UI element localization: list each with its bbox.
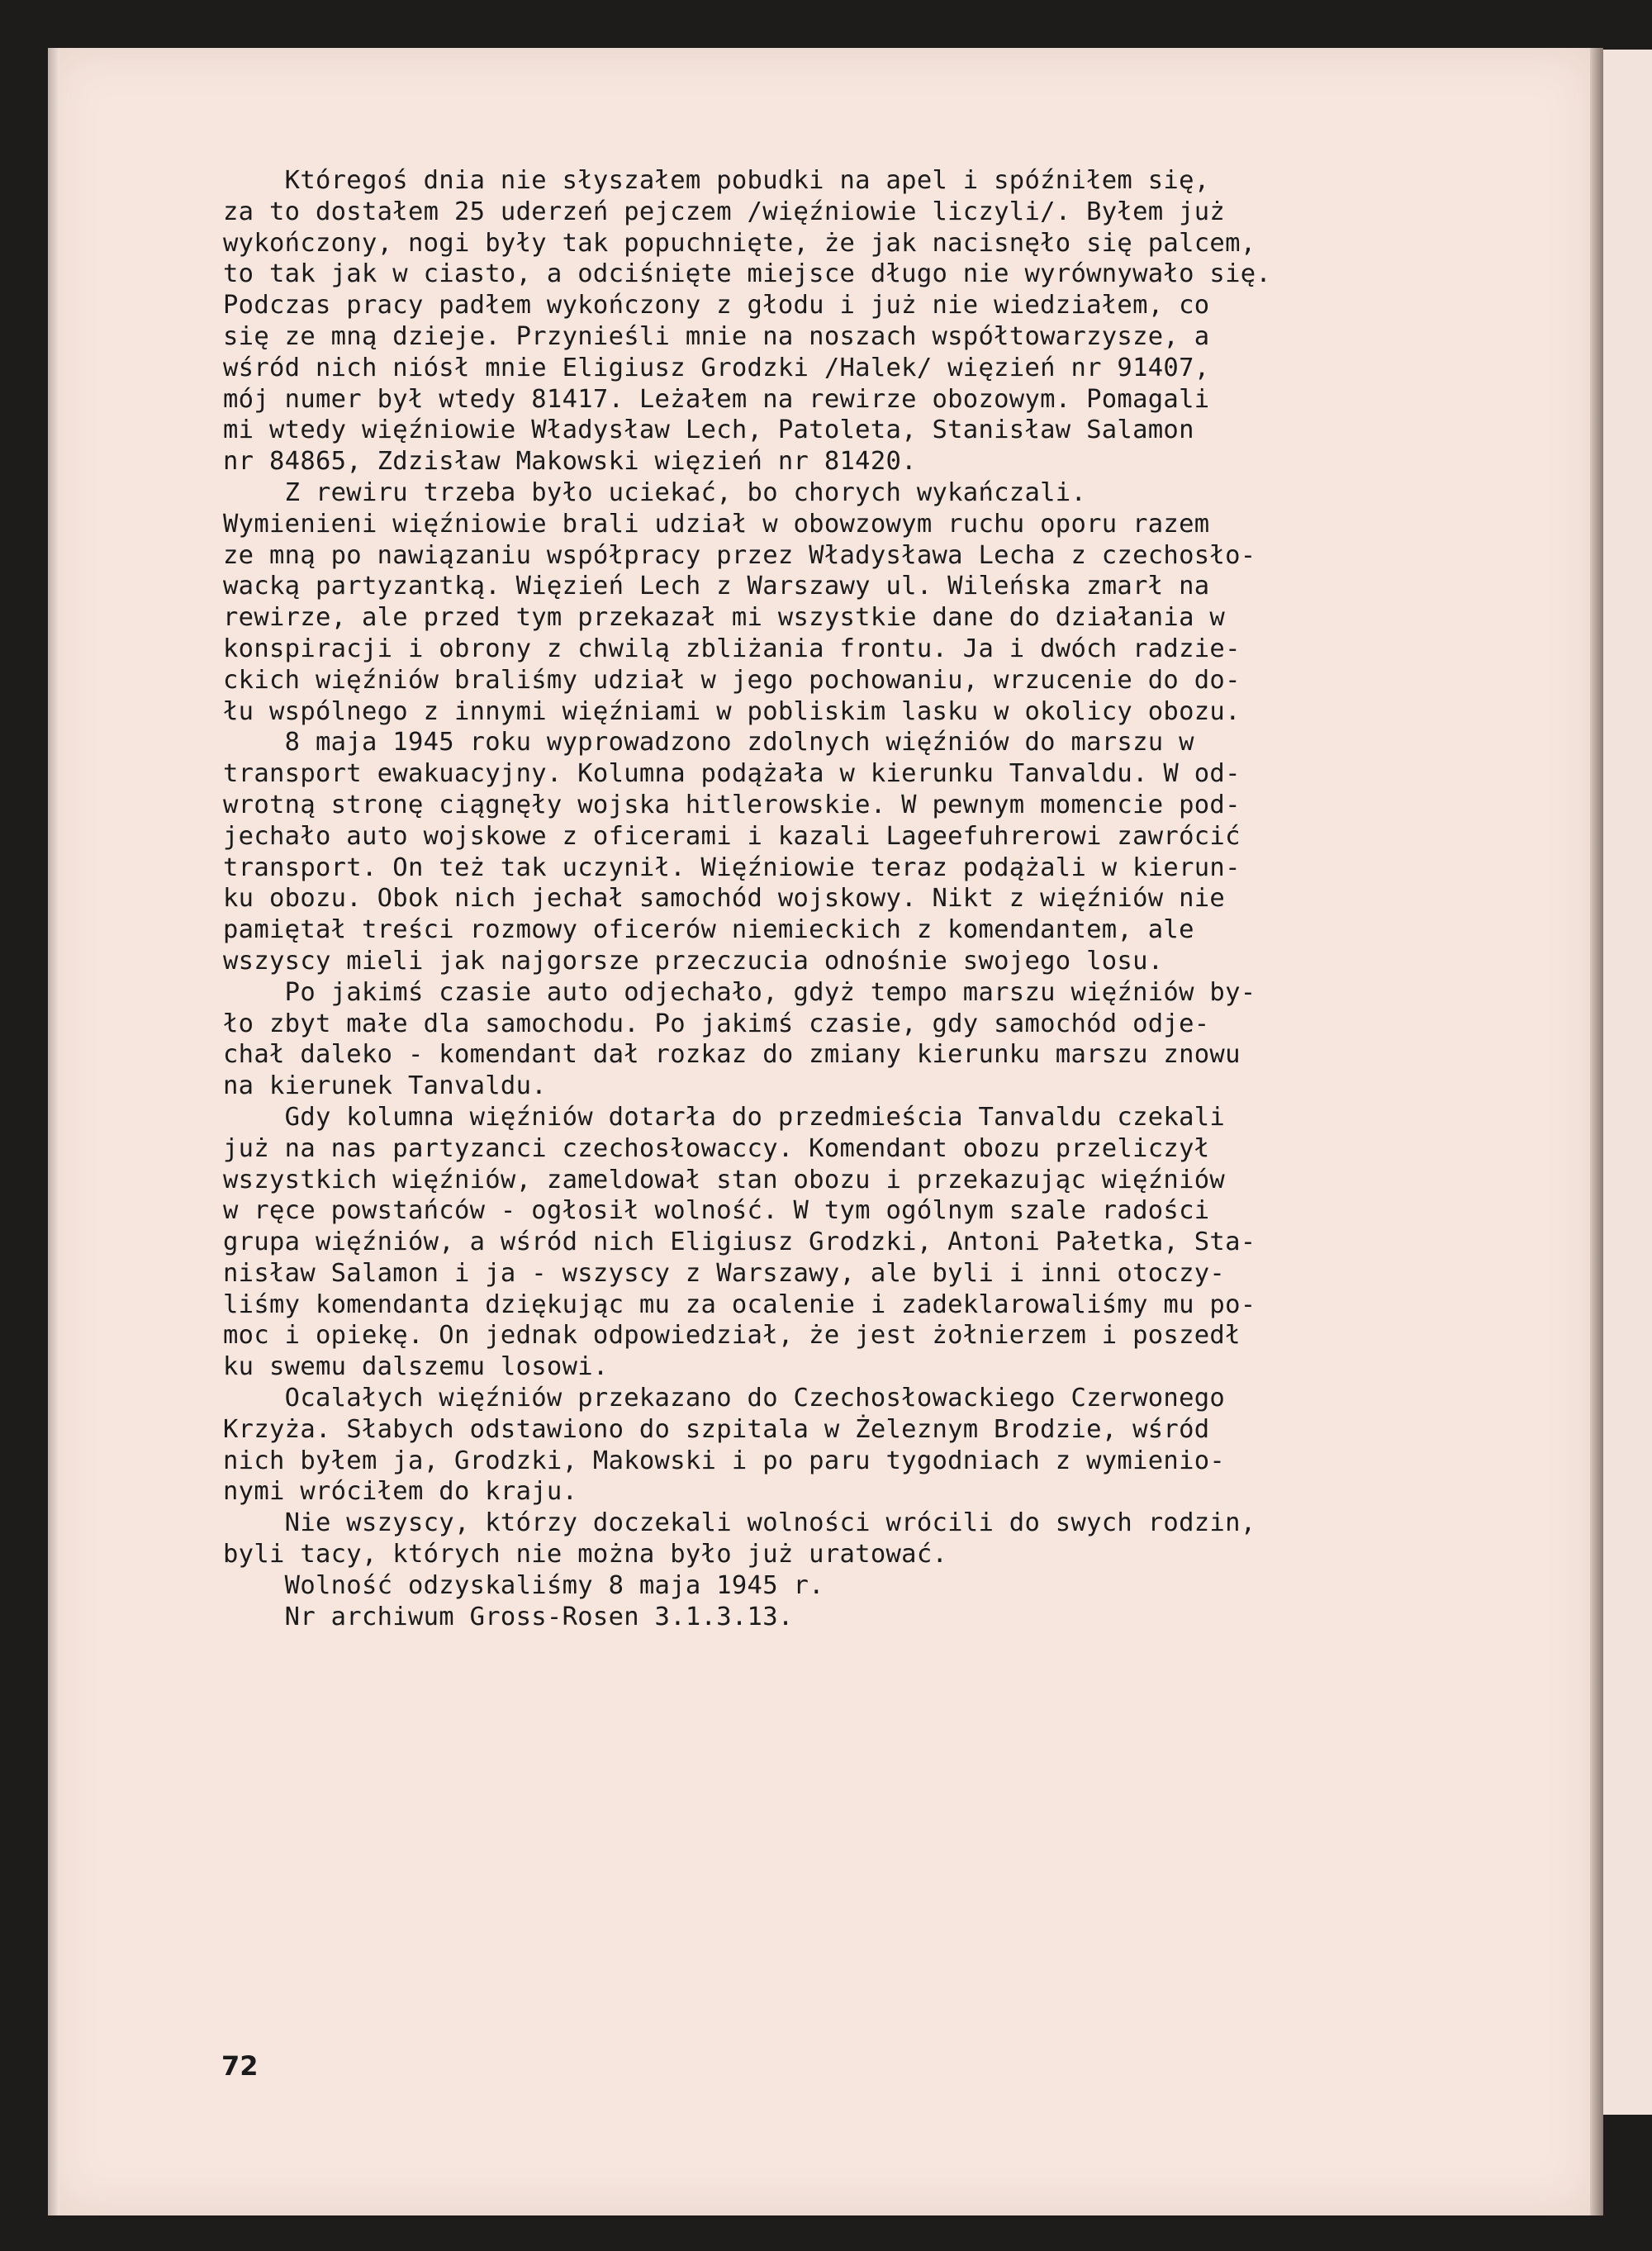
- text-line: Nr archiwum Gross-Rosen 3.1.3.13.: [223, 1602, 794, 1631]
- text-line: nisław Salamon i ja - wszyscy z Warszawy, ale byli i inni otoczy-: [223, 1258, 1226, 1288]
- text-line: moc i opiekę. On jednak odpowiedział, że jest żołnierzem i poszedł: [223, 1321, 1241, 1351]
- text-line: wacką partyzantką. Więzień Lech z Warszawy ul. Wileńska zmarł na: [223, 572, 1210, 601]
- text-line: konspiracji i obrony z chwilą zbliżania frontu. Ja i dwóch radzie-: [223, 634, 1241, 663]
- text-line: liśmy komendanta dziękując mu za ocalenie i zadeklarowaliśmy mu po-: [223, 1289, 1256, 1319]
- text-line: wrotną stronę ciągnęły wojska hitlerowskie. W pewnym momencie pod-: [223, 790, 1241, 819]
- text-line: mi wtedy więźniowie Władysław Lech, Patoleta, Stanisław Salamon: [223, 416, 1194, 445]
- text-line: się ze mną dzieje. Przynieśli mnie na noszach współtowarzysze, a: [223, 321, 1210, 351]
- text-line: w ręce powstańców - ogłosił wolność. W tym ogólnym szale radości: [223, 1196, 1210, 1226]
- text-line: wykończony, nogi były tak popuchnięte, że jak nacisnęło się palcem,: [223, 228, 1256, 258]
- text-line: Podczas pracy padłem wykończony z głodu i już nie wiedziałem, co: [223, 291, 1210, 321]
- text-line: 8 maja 1945 roku wyprowadzono zdolnych więźniów do marszu w: [223, 728, 1194, 757]
- body-text: [223, 165, 1561, 1632]
- text-line: już na nas partyzanci czechosłowaccy. Komendant obozu przeliczył: [223, 1133, 1210, 1163]
- text-line: na kierunek Tanvaldu.: [223, 1071, 547, 1101]
- next-page-edge: [1602, 50, 1652, 2115]
- text-line: chał daleko - komendant dał rozkaz do zmiany kierunku marszu znowu: [223, 1040, 1241, 1070]
- text-line: nr 84865, Zdzisław Makowski więzień nr 81420.: [223, 447, 917, 477]
- text-line: Krzyża. Słabych odstawiono do szpitala w Żeleznym Brodzie, wśród: [223, 1414, 1210, 1444]
- text-line: ku swemu dalszemu losowi.: [223, 1352, 609, 1382]
- text-line: ckich więźniów braliśmy udział w jego pochowaniu, wrzucenie do do-: [223, 665, 1241, 695]
- text-line: Wymienieni więźniowie brali udział w obowzowym ruchu oporu razem: [223, 509, 1210, 539]
- text-line: nymi wróciłem do kraju.: [223, 1477, 578, 1507]
- text-line: Któregoś dnia nie słyszałem pobudki na apel i spóźniłem się,: [223, 166, 1210, 195]
- text-line: Ocalałych więźniów przekazano do Czechosłowackiego Czerwonego: [223, 1384, 1226, 1413]
- text-line: Po jakimś czasie auto odjechało, gdyż tempo marszu więźniów by-: [223, 977, 1256, 1007]
- text-line: jechało auto wojskowe z oficerami i kazali Lageefuhrerowi zawrócić: [223, 821, 1241, 851]
- text-line: grupa więźniów, a wśród nich Eligiusz Grodzki, Antoni Pałetka, Sta-: [223, 1228, 1256, 1257]
- text-line: Gdy kolumna więźniów dotarła do przedmieścia Tanvaldu czekali: [223, 1102, 1226, 1132]
- text-line: pamiętał treści rozmowy oficerów niemieckich z komendantem, ale: [223, 915, 1194, 945]
- text-line: Z rewiru trzeba było uciekać, bo chorych wykańczali.: [223, 477, 1087, 507]
- text-line: to tak jak w ciasto, a odciśnięte miejsce długo nie wyrównywało się.: [223, 259, 1272, 289]
- text-line: ze mną po nawiązaniu współpracy przez Władysława Lecha z czechosło-: [223, 540, 1256, 570]
- text-line: Nie wszyscy, którzy doczekali wolności wrócili do swych rodzin,: [223, 1508, 1256, 1538]
- text-line: Wolność odzyskaliśmy 8 maja 1945 r.: [223, 1570, 824, 1600]
- page-edge-shadow: [1590, 48, 1603, 2215]
- text-line: byli tacy, których nie można było już uratować.: [223, 1540, 948, 1570]
- text-line: mój numer był wtedy 81417. Leżałem na rewirze obozowym. Pomagali: [223, 384, 1210, 414]
- text-line: rewirze, ale przed tym przekazał mi wszystkie dane do działania w: [223, 603, 1226, 633]
- text-line: transport. On też tak uczynił. Więźniowie teraz podążali w kierun-: [223, 852, 1241, 882]
- text-line: ło zbyt małe dla samochodu. Po jakimś czasie, gdy samochód odje-: [223, 1009, 1210, 1038]
- page-spine: [48, 48, 59, 2215]
- text-line: łu wspólnego z innymi więźniami w pobliskim lasku w okolicy obozu.: [223, 696, 1241, 726]
- text-line: ku obozu. Obok nich jechał samochód wojskowy. Nikt z więźniów nie: [223, 884, 1226, 914]
- text-line: wszyscy mieli jak najgorsze przeczucia odnośnie swojego losu.: [223, 946, 1164, 976]
- text-line: wśród nich niósł mnie Eligiusz Grodzki /Halek/ więzień nr 91407,: [223, 353, 1210, 382]
- text-line: za to dostałem 25 uderzeń pejczem /więźniowie liczyli/. Byłem już: [223, 197, 1226, 226]
- text-line: nich byłem ja, Grodzki, Makowski i po paru tygodniach z wymienio-: [223, 1446, 1226, 1475]
- page-number: 72: [221, 2050, 259, 2082]
- text-line: transport ewakuacyjny. Kolumna podążała w kierunku Tanvaldu. W od-: [223, 759, 1241, 789]
- text-line: wszystkich więźniów, zameldował stan obozu i przekazując więźniów: [223, 1165, 1226, 1194]
